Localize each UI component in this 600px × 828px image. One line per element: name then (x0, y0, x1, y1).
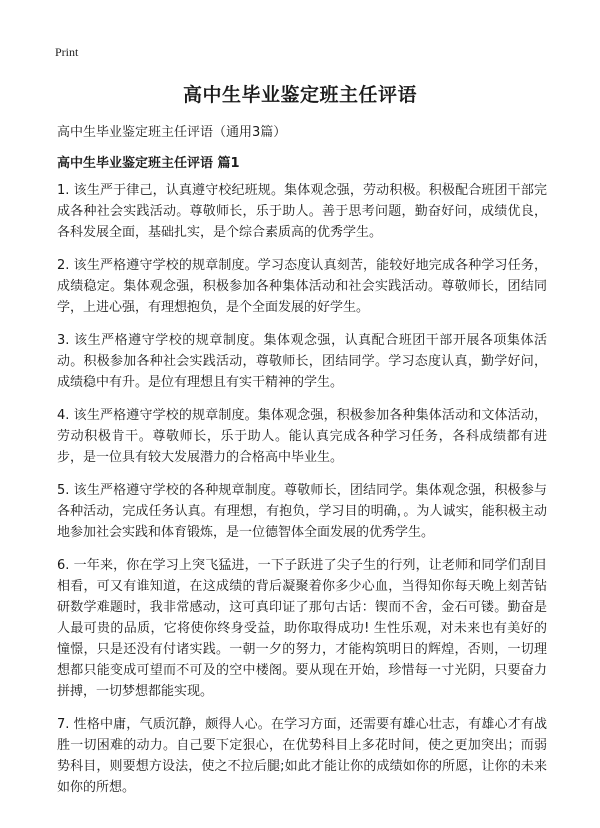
print-label[interactable]: Print (55, 45, 79, 59)
section-heading: 高中生毕业鉴定班主任评语 篇1 (57, 156, 240, 171)
page-title: 高中生毕业鉴定班主任评语 (182, 84, 417, 106)
paragraph-1: 1. 该生严于律己，认真遵守校纪班规。集体观念强，劳动积极。积极配合班团干部完成各种社会实践活动。尊敬师长，乐于助人。善于思考问题，勤奋好问，成绩优良，各科发展全面，基础扎实，是个综合素质高的优秀学生。 (57, 183, 547, 240)
paragraph-3: 3. 该生严格遵守学校的规章制度。集体观念强，认真配合班团干部开展各项集体活动。积极参加各种社会实践活动，尊敬师长，团结同学。学习态度认真，勤学好问，成绩稳中有升。是位有理想且有实干精神的学生。 (57, 333, 547, 390)
document-subtitle: 高中生毕业鉴定班主任评语（通用3篇） (57, 125, 287, 140)
paragraph-list (57, 180, 547, 810)
paragraph-4: 4. 该生严格遵守学校的规章制度。集体观念强，积极参加各种集体活动和文体活动，劳动积极肯干。尊敬师长，乐于助人。能认真完成各种学习任务，各科成绩都有进步，是一位具有较大发展潜力的合格高中毕业生。 (57, 408, 547, 465)
paragraph-6: 6. 一年来，你在学习上突飞猛进，一下子跃进了尖子生的行列，让老师和同学们刮目相看，可又有谁知道，在这成绩的背后凝聚着你多少心血，当得知你每天晚上刻苦钻研数学难题时，我非常感动，这可真印证了那句古话：锲而不舍，金石可镂。勤奋是人最可贵的品质，它将使你终身受益，助你取得成功! 生性乐观，对未来也有美好的憧憬，只是还没有付诸实践。一朝一夕的努力，才能构筑明日的辉煌，否则，一切理想都只能变成可望而不可及的空中楼阁。要从现在开始，珍惜每一寸光阴，只要奋力拼搏，一切梦想都能实现。 (57, 558, 547, 699)
paragraph-5: 5. 该生严格遵守学校的各种规章制度。尊敬师长，团结同学。集体观念强，积极参与各种活动，完成任务认真。有理想，有抱负，学习目的明确，。为人诚实，能积极主动地参加社会实践和体育锻炼，是一位德智体全面发展的优秀学生。 (57, 483, 547, 540)
paragraph-7: 7. 性格中庸，气质沉静，颇得人心。在学习方面，还需要有雄心壮志，有雄心才有战胜一切困难的动力。自己要下定狠心，在优势科目上多花时间，使之更加突出；而弱势科目，则要想方设法，使之不拉后腿;如此才能让你的成绩如你的所愿，让你的未来如你的所想。 (57, 717, 547, 795)
paragraph-2: 2. 该生严格遵守学校的规章制度。学习态度认真刻苦，能较好地完成各种学习任务，成绩稳定。集体观念强，积极参加各种集体活动和社会实践活动。尊敬师长，团结同学，上进心强，有理想抱负，是个全面发展的好学生。 (57, 258, 547, 315)
